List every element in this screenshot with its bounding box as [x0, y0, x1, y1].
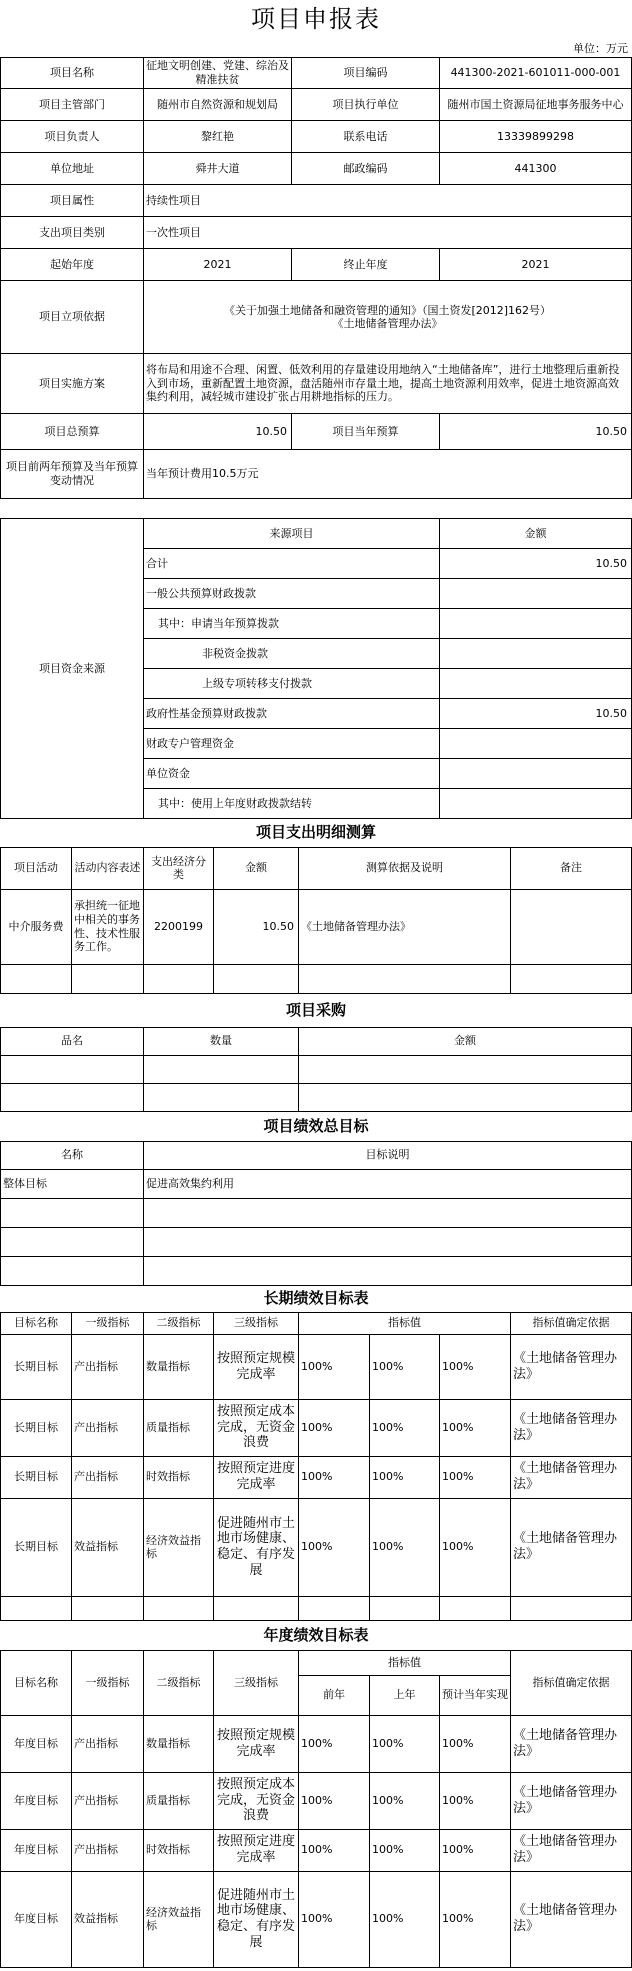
basis-line-2: 《土地储备管理办法》	[332, 317, 443, 330]
funding-row-amount	[440, 579, 632, 609]
lt-v1: 100%	[299, 1456, 370, 1498]
funding-row-name: 单位资金	[144, 759, 440, 789]
an-l2: 时效指标	[144, 1829, 214, 1871]
an-v3: 100%	[440, 1772, 511, 1829]
lt-v1: 100%	[299, 1334, 370, 1399]
project-name-label: 项目名称	[1, 58, 144, 89]
an-basis: 《土地储备管理办法》	[511, 1829, 632, 1871]
lt-goal: 长期目标	[1, 1498, 72, 1596]
longterm-header: 目标名称	[1, 1312, 72, 1334]
procure-header: 金额	[299, 1027, 632, 1055]
leader: 黎红艳	[144, 121, 292, 153]
end-year: 2021	[440, 249, 632, 281]
funding-row-amount	[440, 639, 632, 669]
funding-row-amount	[440, 609, 632, 639]
plan-label: 项目实施方案	[1, 354, 144, 414]
an-l1: 产出指标	[72, 1772, 144, 1829]
funding-row-name: 非税资金拨款	[144, 639, 440, 669]
an-l2: 质量指标	[144, 1772, 214, 1829]
lt-basis: 《土地储备管理办法》	[511, 1399, 632, 1456]
annual-subheader: 预计当年实现	[440, 1675, 511, 1715]
an-goal: 年度目标	[1, 1829, 72, 1871]
goal-desc: 促进高效集约利用	[144, 1169, 632, 1198]
goal-header: 目标说明	[144, 1141, 632, 1169]
annual-header: 一级指标	[72, 1650, 144, 1715]
budget-change-label: 项目前两年预算及当年预算变动情况	[1, 450, 144, 499]
lt-v2: 100%	[370, 1456, 440, 1498]
procure-header: 品名	[1, 1027, 144, 1055]
funding-row-amount: 10.50	[440, 549, 632, 579]
lt-basis: 《土地储备管理办法》	[511, 1334, 632, 1399]
leader-label: 项目负责人	[1, 121, 144, 153]
unit-label: 单位：万元	[573, 42, 628, 55]
an-basis: 《土地储备管理办法》	[511, 1871, 632, 1967]
total-budget: 10.50	[144, 414, 292, 450]
dept-label: 项目主管部门	[1, 89, 144, 121]
year-budget: 10.50	[440, 414, 632, 450]
longterm-header: 三级指标	[214, 1312, 299, 1334]
lt-l2: 时效指标	[144, 1456, 214, 1498]
category: 一次性项目	[144, 217, 632, 249]
expense-class: 2200199	[144, 889, 214, 964]
an-l3: 按照预定成本完成，无资金浪费	[214, 1772, 299, 1829]
an-goal: 年度目标	[1, 1772, 72, 1829]
year-budget-label: 项目当年预算	[292, 414, 440, 450]
basis	[144, 281, 632, 354]
an-v1: 100%	[299, 1772, 370, 1829]
lt-l1: 产出指标	[72, 1456, 144, 1498]
lt-basis: 《土地储备管理办法》	[511, 1456, 632, 1498]
dept: 随州市自然资源和规划局	[144, 89, 292, 121]
lt-l3: 按照预定规模完成率	[214, 1334, 299, 1399]
an-l3: 按照预定规模完成率	[214, 1715, 299, 1772]
longterm-header: 一级指标	[72, 1312, 144, 1334]
longterm-header: 指标值确定依据	[511, 1312, 632, 1334]
an-v1: 100%	[299, 1829, 370, 1871]
expense-header: 活动内容表述	[72, 847, 144, 889]
expense-header: 金额	[214, 847, 299, 889]
plan: 将布局和用途不合理、闲置、低效利用的存量建设用地纳入“土地储备库”，进行土地整理后重新投入到市场，重新配置土地资源，盘活随州市存量土地，提高土地资源利用效率，促进土地资源高效集约利用，减轻城市建设扩张占用耕地指标的压力。	[144, 354, 632, 414]
funding-row-amount	[440, 729, 632, 759]
lt-l2: 经济效益指标	[144, 1498, 214, 1596]
funding-table	[0, 518, 632, 819]
lt-l3: 按照预定进度完成率	[214, 1456, 299, 1498]
expense-title: 项目支出明细测算	[1, 818, 632, 847]
attr: 持续性项目	[144, 185, 632, 217]
lt-l3: 按照预定成本完成，无资金浪费	[214, 1399, 299, 1456]
lt-l2: 质量指标	[144, 1399, 214, 1456]
attr-label: 项目属性	[1, 185, 144, 217]
lt-v2: 100%	[370, 1334, 440, 1399]
funding-amount-header: 金额	[440, 519, 632, 549]
lt-l1: 产出指标	[72, 1334, 144, 1399]
funding-row-name: 一般公共预算财政拨款	[144, 579, 440, 609]
expense-amount: 10.50	[214, 889, 299, 964]
lt-v2: 100%	[370, 1498, 440, 1596]
annual-table	[0, 1620, 632, 1968]
lt-goal: 长期目标	[1, 1334, 72, 1399]
lt-v3: 100%	[440, 1498, 511, 1596]
longterm-header: 二级指标	[144, 1312, 214, 1334]
funding-row-amount	[440, 759, 632, 789]
project-code: 441300-2021-601011-000-001	[440, 58, 632, 89]
goal-header: 名称	[1, 1141, 144, 1169]
funding-source-header: 来源项目	[144, 519, 440, 549]
an-goal: 年度目标	[1, 1715, 72, 1772]
phone: 13339899298	[440, 121, 632, 153]
funding-row-name: 合计	[144, 549, 440, 579]
an-v2: 100%	[370, 1829, 440, 1871]
funding-row-name: 上级专项转移支付拨款	[144, 669, 440, 699]
total-budget-label: 项目总预算	[1, 414, 144, 450]
goal-title: 项目绩效总目标	[1, 1111, 632, 1141]
exec-unit-label: 项目执行单位	[292, 89, 440, 121]
expense-header: 项目活动	[1, 847, 72, 889]
longterm-table	[0, 1285, 632, 1621]
goal-table	[0, 1111, 632, 1286]
an-l2: 经济效益指标	[144, 1871, 214, 1967]
expense-note	[511, 889, 632, 964]
exec-unit: 随州市国土资源局征地事务服务中心	[440, 89, 632, 121]
an-l1: 产出指标	[72, 1715, 144, 1772]
expense-activity: 中介服务费	[1, 889, 72, 964]
lt-v3: 100%	[440, 1334, 511, 1399]
annual-header: 指标值确定依据	[511, 1650, 632, 1715]
lt-v1: 100%	[299, 1399, 370, 1456]
annual-header: 二级指标	[144, 1650, 214, 1715]
lt-v3: 100%	[440, 1456, 511, 1498]
procure-title: 项目采购	[1, 994, 632, 1027]
basis-line-1: 《关于加强土地储备和融资管理的通知》（国土资发[2012]162号）	[223, 303, 552, 317]
lt-basis: 《土地储备管理办法》	[511, 1498, 632, 1596]
start-year: 2021	[144, 249, 292, 281]
lt-l1: 产出指标	[72, 1399, 144, 1456]
expense-header: 备注	[511, 847, 632, 889]
address-label: 单位地址	[1, 153, 144, 185]
an-l1: 效益指标	[72, 1871, 144, 1967]
lt-v1: 100%	[299, 1498, 370, 1596]
annual-header: 目标名称	[1, 1650, 72, 1715]
an-v3: 100%	[440, 1715, 511, 1772]
an-v2: 100%	[370, 1715, 440, 1772]
project-name: 征地文明创建、党建、综治及精准扶贫	[144, 58, 292, 89]
lt-v2: 100%	[370, 1399, 440, 1456]
annual-title: 年度绩效目标表	[1, 1620, 632, 1650]
an-basis: 《土地储备管理办法》	[511, 1772, 632, 1829]
expense-header: 支出经济分类	[144, 847, 214, 889]
an-v1: 100%	[299, 1715, 370, 1772]
lt-goal: 长期目标	[1, 1456, 72, 1498]
zip: 441300	[440, 153, 632, 185]
an-l1: 产出指标	[72, 1829, 144, 1871]
lt-l2: 数量指标	[144, 1334, 214, 1399]
funding-row-name: 财政专户管理资金	[144, 729, 440, 759]
expense-desc: 承担统一征地中相关的事务性、技术性服务工作。	[72, 889, 144, 964]
budget-change: 当年预计费用10.5万元	[144, 450, 632, 499]
annual-header: 三级指标	[214, 1650, 299, 1715]
an-l3: 按照预定进度完成率	[214, 1829, 299, 1871]
lt-v3: 100%	[440, 1399, 511, 1456]
funding-row-amount	[440, 669, 632, 699]
annual-header: 指标值	[299, 1650, 511, 1675]
annual-subheader: 前年	[299, 1675, 370, 1715]
an-l3: 促进随州市土地市场健康、稳定、有序发展	[214, 1871, 299, 1967]
zip-label: 邮政编码	[292, 153, 440, 185]
funding-row-amount	[440, 789, 632, 819]
lt-l3: 促进随州市土地市场健康、稳定、有序发展	[214, 1498, 299, 1596]
longterm-header: 指标值	[299, 1312, 511, 1334]
an-v2: 100%	[370, 1772, 440, 1829]
page-title: 项目申报表	[251, 5, 381, 33]
an-goal: 年度目标	[1, 1871, 72, 1967]
longterm-title: 长期绩效目标表	[1, 1285, 632, 1312]
procure-header: 数量	[144, 1027, 299, 1055]
expense-header: 测算依据及说明	[299, 847, 511, 889]
end-year-label: 终止年度	[292, 249, 440, 281]
lt-l1: 效益指标	[72, 1498, 144, 1596]
expense-table	[0, 818, 632, 994]
an-v2: 100%	[370, 1871, 440, 1967]
expense-basis: 《土地储备管理办法》	[299, 889, 511, 964]
annual-subheader: 上年	[370, 1675, 440, 1715]
goal-name: 整体目标	[1, 1169, 144, 1198]
funding-row-name: 政府性基金预算财政拨款	[144, 699, 440, 729]
procure-table	[0, 994, 632, 1112]
an-l2: 数量指标	[144, 1715, 214, 1772]
lt-goal: 长期目标	[1, 1399, 72, 1456]
phone-label: 联系电话	[292, 121, 440, 153]
category-label: 支出项目类别	[1, 217, 144, 249]
funding-row-name: 其中：使用上年度财政拨款结转	[144, 789, 440, 819]
funding-row-name: 其中：申请当年预算拨款	[144, 609, 440, 639]
an-v1: 100%	[299, 1871, 370, 1967]
basic-info-table	[0, 57, 632, 499]
an-v3: 100%	[440, 1829, 511, 1871]
start-year-label: 起始年度	[1, 249, 144, 281]
funding-row-amount: 10.50	[440, 699, 632, 729]
address: 舜井大道	[144, 153, 292, 185]
an-basis: 《土地储备管理办法》	[511, 1715, 632, 1772]
funding-label: 项目资金来源	[1, 519, 144, 819]
an-v3: 100%	[440, 1871, 511, 1967]
basis-label: 项目立项依据	[1, 281, 144, 354]
project-code-label: 项目编码	[292, 58, 440, 89]
